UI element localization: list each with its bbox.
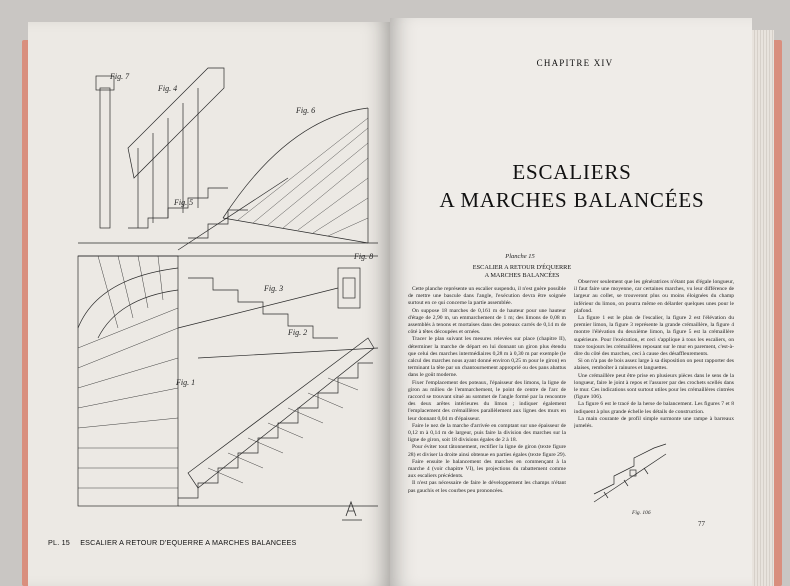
subtitle-line-2: A MARCHES BALANCÉES	[484, 271, 560, 279]
fig-label-1: Fig. 1	[176, 378, 196, 387]
staircase-plate-drawing	[38, 28, 382, 530]
paragraph: La main courante de profil simple surmonte une rampe à barreaux jumelés.	[574, 415, 734, 430]
paragraph: Observer seulement que les génératrices n'étant pas d'égale longueur, il faut faire une moyenne, car certaines marches, vu leur différence de largeur au collet, se trouveront plus ou moins éloignées du champ inférieur du limon, on pourra même en délarder quelques unes pour le plafond.	[574, 279, 734, 314]
paragraph: Une crémaillère peut être prise en plusieurs pièces dans le sens de la longueur, faire le joint à repos et l'assurer par des crochets scellés dans le mur. Ces indications sont surtout utiles pour les crémaillères cintrées (figure 106).	[574, 372, 734, 401]
text-column-left	[408, 286, 566, 526]
title-line-2: A MARCHES BALANCÉES	[439, 188, 705, 212]
subtitle-line-1: ESCALIER A RETOUR D'ÉQUERRE	[472, 264, 572, 271]
paragraph: Si on n'a pas de bois assez large à sa disposition on peut rapporter des alaises, remboîter à rainures et languettes.	[574, 358, 734, 372]
main-stringer	[188, 338, 374, 488]
fig-label-6: Fig. 6	[296, 106, 316, 115]
plan-outline	[78, 256, 178, 506]
paragraph: Cette planche représente un escalier suspendu, il n'est guère possible de mettre une bascule dans l'angle, l'exécution devra être soignée surtout en ce qui concerne la partie assemblée.	[408, 286, 566, 307]
paragraph: Faire ensuite le balancement des marches en commençant à la marche 4 (voir chapitre VI), les projections du rabattement comme aux escaliers précédents.	[408, 458, 566, 480]
paragraph: Pour éviter tout tâtonnement, rectifier la ligne de giron (texte figure 28) et diviser la droite ainsi obtenue en parties égales (texte figure 29).	[408, 444, 566, 458]
paragraph: Fixer l'emplacement des poteaux, l'épaisseur des limons, la ligne de giron au milieu de l'emmarchement, le point de centre de l'arc de raccord se trouvant situé au sommet de l'angle formé par la rencontre des deux arêtes intérieures du limon ; indiquer également l'emplacement des crémaillères parallèlement aux lignes des murs en leur donnant 0,04 m d'épaisseur.	[408, 379, 566, 422]
planche-label: Planche 15	[505, 253, 535, 260]
plate-caption-text: ESCALIER A RETOUR D'EQUERRE A MARCHES BALANCEES	[80, 538, 297, 547]
page-number: 77	[698, 520, 705, 528]
fig-106-caption: Fig. 106	[632, 510, 651, 516]
section-subtitle	[462, 264, 582, 279]
post-detail	[100, 88, 110, 228]
title-line-1: ESCALIERS	[512, 160, 632, 184]
paragraph: Tracer le plan suivant les mesures relevées sur place (chapitre II), déterminer la marche de départ en lui donnant un giron plus étendu que celui des marches intermédiaires 0,28 m à 0,30 m par exemple (le calcul des marches nous ayant donné environ 0,25 m pour le giron) en terminant la tête par un chantournement approprié ou des pans abattus dans le goût moderne.	[408, 336, 566, 379]
fig-106-drawing	[590, 440, 670, 506]
paragraph: On suppose 18 marches de 0,161 m de hauteur pour une hauteur d'étage de 2,90 m, un emmarchement de 1 m; des limons de 0,08 m assemblés à tenons et mortaises dans des poteaux carrés de 0,14 m de côté à têtes découpées et ornées.	[408, 307, 566, 336]
paragraph: La figure 1 est le plan de l'escalier, la figure 2 est l'élévation du premier limon, la figure 3 représente la grande crémaillère, la figure 4 montre l'élévation du deuxième limon, la figure 5 est la crémaillère supérieure. Pour l'exécution, et ceci s'applique à tous les escaliers, on trace toujours les crémaillères reposant sur le mur en parement, c'est-à-dire du côté des marches, ceci à cause des désaffleurements.	[574, 315, 734, 358]
staircase-drawing-svg	[38, 28, 382, 530]
page-edges	[752, 30, 774, 586]
chapter-heading: CHAPITRE XIV	[536, 58, 614, 68]
fig-label-7: Fig. 7	[110, 72, 130, 81]
plate-caption	[48, 538, 378, 547]
paragraph: Faire le nez de la marche d'arrivée en comptant sur une épaisseur de 0,12 m à 0,14 m de largeur, puis faire la division des marches sur la ligne de giron, soit 18 divisions égales de 2 à 18.	[408, 422, 566, 444]
text-column-right	[574, 279, 734, 464]
plate-number: PL. 15	[48, 538, 70, 547]
fig-label-2: Fig. 2	[288, 328, 308, 337]
fig-label-8: Fig. 8	[354, 252, 374, 261]
paragraph: La figure 6 est le tracé de la herse de balancement. Les figures 7 et 8 indiquent à plus grande échelle les détails de construction.	[574, 401, 734, 415]
main-stair-steps	[178, 363, 373, 498]
fig-label-3: Fig. 3	[264, 284, 284, 293]
fig-label-5: Fig. 5	[174, 198, 194, 207]
paragraph: Il n'est pas nécessaire de faire le développement les champs n'étant pas gauchis et les courbes peu prononcées.	[408, 480, 566, 494]
fig-label-4: Fig. 4	[158, 84, 178, 93]
